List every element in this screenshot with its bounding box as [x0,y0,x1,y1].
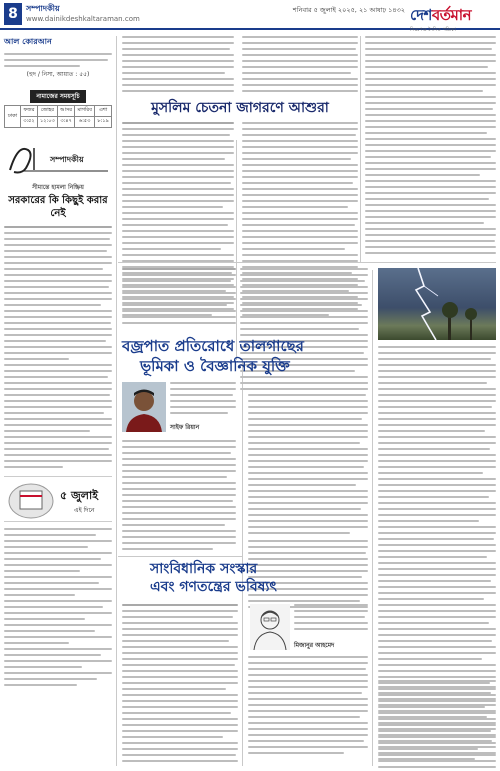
article3-col3 [378,680,496,764]
date-box-title: ৫ জুলাই [60,489,98,502]
logo-part1: দেশ [410,6,432,24]
issue-date: শনিবার ৫ জুলাই ২০২৫, ২১ আষাঢ় ১৪৩২ [292,6,405,14]
prayer-header: এশা [95,106,112,117]
editorial-label: সম্পাদকীয় [50,155,84,164]
newspaper-logo[interactable] [410,4,496,33]
left-column [4,36,112,690]
article2-side [170,382,236,418]
column-divider [116,36,117,766]
prayer-header: ফজর [21,106,38,117]
prayer-time: ১২:০৩ [37,117,57,128]
prayer-time: ৩:৫২ [21,117,38,128]
right-top-column [365,36,496,258]
lightning-photo [378,268,496,340]
prayer-header: জোহর [37,106,57,117]
author-name: সাইফ রিয়ান [170,424,200,431]
editorial-title: সরকারের কি কিছুই করার নেই [8,195,108,219]
author-photo [122,382,166,432]
article2-col2b [248,382,368,538]
article3-col2 [248,656,368,758]
article3-title-line2: এবং গণতন্ত্রের ভবিষ্যৎ [150,579,277,595]
article2-col1b [122,440,236,554]
column-divider [372,270,373,766]
logo-tagline: নিরপেক্ষ দৈনিক পত্রিকা [410,27,456,33]
editorial-logo [4,140,112,176]
article3-col1 [122,604,238,766]
prayer-header: মাগরিব [75,106,95,117]
article3-title-line1: সাংবিধানিক সংস্কার [150,561,258,577]
prayer-header: আসর [57,106,74,117]
article3-side [294,604,368,634]
prayer-time: ৩:৪৭ [57,117,74,128]
article2-intro [122,268,236,328]
person-sketch-icon [250,604,290,650]
logo-part2: বর্তমান [431,6,472,24]
masthead [0,0,500,33]
person-icon [122,382,166,432]
calendar-icon [6,479,56,521]
section-name: সম্পাদকীয় [26,4,60,13]
article3-headline [150,560,370,596]
article1-title: মুসলিম চেতনা জাগরণে আশুরা [151,100,329,116]
author3-name: মিজানুর আহমেদ [294,642,335,649]
column-divider [360,36,361,262]
prayer-time: ৮:১৯ [95,117,112,128]
prayer-times-table: ঢাকা ফজর জোহর আসর মাগরিব এশা ৩:৫২ ১২:০৩ ৩:৪৭ ৬:৫৩ ৮:১৯ [4,105,112,128]
article2-title-line2: ভূমিকা ও বৈজ্ঞানিক যুক্তি [140,357,290,375]
this-day-list [4,528,112,686]
editorial-body [4,226,112,468]
article2-title-line1: বজ্রপাত প্রতিরোধে তালগাছের [122,337,304,355]
section-divider [118,556,242,557]
website-link[interactable]: www.dainikdeshkaltaraman.com [26,15,140,23]
editorial-kicker: সীমান্তে হামলা নিষ্ক্রিয় [32,184,84,191]
article-ashura-top [122,36,358,96]
article2-headline [122,336,372,376]
prayer-times-title: নামাজের সময়সূচি [30,90,85,103]
lightning-bolt-icon [378,268,496,340]
author-sketch [250,604,290,650]
quran-text [4,53,112,67]
verse-reference: (হুদ / নিসা, আয়াত : ৫৫) [26,71,90,78]
page-number: 8 [4,3,22,25]
section-divider [118,262,496,263]
this-day-box [4,476,112,522]
date-box-subtitle: এই দিনে [74,507,95,514]
prayer-time: ৬:৫৩ [75,117,95,128]
quran-heading: আল কোরআন [4,37,52,46]
